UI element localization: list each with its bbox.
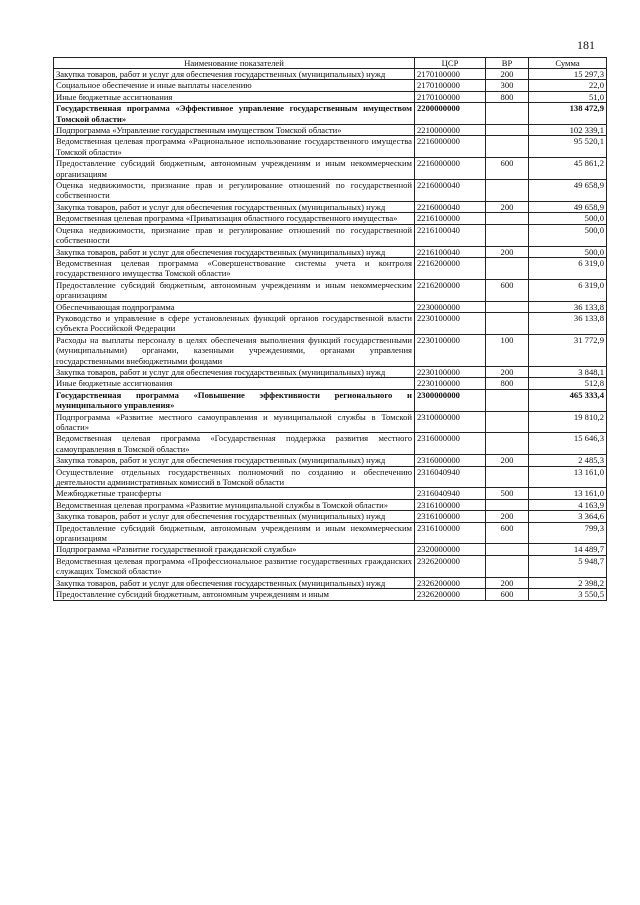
cell-sum: 49 658,9 xyxy=(529,180,607,202)
table-row xyxy=(54,488,607,499)
cell-sum: 102 339,1 xyxy=(529,125,607,136)
cell-name: Ведомственная целевая программа «Развитие муниципальной службы в Томской области» xyxy=(54,499,415,510)
table-row xyxy=(54,499,607,510)
cell-name: Закупка товаров, работ и услуг для обеспечения государственных (муниципальных) нужд xyxy=(54,577,415,588)
table-row xyxy=(54,522,607,544)
table-row xyxy=(54,125,607,136)
table-row xyxy=(54,511,607,522)
cell-sum: 45 861,2 xyxy=(529,158,607,180)
cell-vr: 200 xyxy=(486,577,529,588)
cell-sum: 51,0 xyxy=(529,91,607,102)
cell-csr: 2230000000 xyxy=(415,301,486,312)
table-row xyxy=(54,466,607,488)
table-row xyxy=(54,136,607,158)
cell-name: Предоставление субсидий бюджетным, автономным учреждениям и иным некоммерческим организациям xyxy=(54,158,415,180)
cell-name: Предоставление субсидий бюджетным, автономным учреждениям и иным xyxy=(54,589,415,600)
cell-sum: 14 489,7 xyxy=(529,544,607,555)
cell-sum: 2 398,2 xyxy=(529,577,607,588)
cell-vr: 200 xyxy=(486,511,529,522)
cell-csr: 2310000000 xyxy=(415,411,486,433)
cell-name: Подпрограмма «Развитие местного самоуправления и муниципальной службы в Томской области» xyxy=(54,411,415,433)
table-row xyxy=(54,158,607,180)
cell-name: Ведомственная целевая программа «Государственная поддержка развития местного самоуправления в Томской области» xyxy=(54,433,415,455)
cell-vr xyxy=(486,499,529,510)
table-row xyxy=(54,103,607,125)
cell-csr: 2326200000 xyxy=(415,577,486,588)
cell-vr: 600 xyxy=(486,279,529,301)
cell-sum: 19 810,2 xyxy=(529,411,607,433)
cell-sum: 500,0 xyxy=(529,213,607,224)
budget-table xyxy=(53,57,607,601)
cell-csr: 2216000000 xyxy=(415,158,486,180)
cell-vr: 300 xyxy=(486,80,529,91)
cell-vr xyxy=(486,257,529,279)
cell-name: Подпрограмма «Развитие государственной гражданской службы» xyxy=(54,544,415,555)
header-csr: ЦСР xyxy=(415,58,486,69)
cell-csr: 2316040940 xyxy=(415,488,486,499)
cell-vr: 500 xyxy=(486,488,529,499)
cell-name: Предоставление субсидий бюджетным, автономным учреждениям и иным некоммерческим организациям xyxy=(54,522,415,544)
table-row xyxy=(54,555,607,577)
cell-name: Оценка недвижимости, признание прав и регулирование отношений по государственной собственности xyxy=(54,224,415,246)
cell-vr: 200 xyxy=(486,69,529,80)
cell-sum: 13 161,0 xyxy=(529,466,607,488)
table-row xyxy=(54,69,607,80)
table-row xyxy=(54,279,607,301)
cell-name: Ведомственная целевая программа «Профессиональное развитие государственных гражданских служащих Томской области» xyxy=(54,555,415,577)
cell-csr: 2300000000 xyxy=(415,389,486,411)
table-row xyxy=(54,589,607,600)
cell-name: Закупка товаров, работ и услуг для обеспечения государственных (муниципальных) нужд xyxy=(54,511,415,522)
cell-vr xyxy=(486,544,529,555)
table-row xyxy=(54,80,607,91)
cell-name: Закупка товаров, работ и услуг для обеспечения государственных (муниципальных) нужд xyxy=(54,366,415,377)
cell-name: Закупка товаров, работ и услуг для обеспечения государственных (муниципальных) нужд xyxy=(54,201,415,212)
page-number: 181 xyxy=(577,38,595,52)
cell-csr: 2216000040 xyxy=(415,201,486,212)
table-row xyxy=(54,301,607,312)
cell-name: Социальное обеспечение и иные выплаты населению xyxy=(54,80,415,91)
table-row xyxy=(54,411,607,433)
cell-sum: 22,0 xyxy=(529,80,607,91)
cell-csr: 2210000000 xyxy=(415,125,486,136)
cell-name: Иные бюджетные ассигнования xyxy=(54,378,415,389)
cell-sum: 465 333,4 xyxy=(529,389,607,411)
cell-sum: 512,8 xyxy=(529,378,607,389)
cell-vr xyxy=(486,466,529,488)
cell-csr: 2326200000 xyxy=(415,589,486,600)
cell-vr xyxy=(486,555,529,577)
cell-vr: 200 xyxy=(486,455,529,466)
cell-sum: 36 133,8 xyxy=(529,301,607,312)
cell-sum: 3 848,1 xyxy=(529,366,607,377)
table-row xyxy=(54,366,607,377)
cell-name: Межбюджетные трансферты xyxy=(54,488,415,499)
cell-csr: 2316100000 xyxy=(415,499,486,510)
cell-vr xyxy=(486,103,529,125)
cell-vr xyxy=(486,411,529,433)
cell-csr: 2216100040 xyxy=(415,224,486,246)
cell-name: Ведомственная целевая программа «Рациональное использование государственного имущества Томской области» xyxy=(54,136,415,158)
cell-sum: 49 658,9 xyxy=(529,201,607,212)
cell-csr: 2170100000 xyxy=(415,91,486,102)
cell-vr xyxy=(486,312,529,334)
table-row xyxy=(54,389,607,411)
cell-vr xyxy=(486,389,529,411)
cell-vr: 600 xyxy=(486,522,529,544)
cell-name: Закупка товаров, работ и услуг для обеспечения государственных (муниципальных) нужд xyxy=(54,455,415,466)
cell-csr: 2216100000 xyxy=(415,213,486,224)
cell-csr: 2216000040 xyxy=(415,180,486,202)
cell-sum: 95 520,1 xyxy=(529,136,607,158)
cell-csr: 2200000000 xyxy=(415,103,486,125)
cell-csr: 2316100000 xyxy=(415,511,486,522)
cell-vr: 800 xyxy=(486,91,529,102)
cell-sum: 4 163,9 xyxy=(529,499,607,510)
cell-name: Закупка товаров, работ и услуг для обеспечения государственных (муниципальных) нужд xyxy=(54,246,415,257)
cell-csr: 2170100000 xyxy=(415,69,486,80)
cell-vr xyxy=(486,213,529,224)
table-row xyxy=(54,257,607,279)
cell-sum: 6 319,0 xyxy=(529,257,607,279)
cell-vr xyxy=(486,125,529,136)
cell-sum: 138 472,9 xyxy=(529,103,607,125)
cell-vr: 800 xyxy=(486,378,529,389)
cell-name: Руководство и управление в сфере установленных функций органов государственной власти субъекта Российской Федерации xyxy=(54,312,415,334)
header-sum: Сумма xyxy=(529,58,607,69)
cell-vr xyxy=(486,224,529,246)
table-body xyxy=(54,69,607,601)
cell-vr: 600 xyxy=(486,589,529,600)
table-row xyxy=(54,91,607,102)
cell-csr: 2216200000 xyxy=(415,279,486,301)
table-row xyxy=(54,213,607,224)
table-row xyxy=(54,455,607,466)
cell-name: Подпрограмма «Управление государственным имуществом Томской области» xyxy=(54,125,415,136)
cell-csr: 2316100000 xyxy=(415,522,486,544)
cell-vr: 600 xyxy=(486,158,529,180)
table-row xyxy=(54,544,607,555)
cell-csr: 2316040940 xyxy=(415,466,486,488)
cell-sum: 36 133,8 xyxy=(529,312,607,334)
table-header-row xyxy=(54,58,607,69)
table-row xyxy=(54,246,607,257)
cell-sum: 15 297,3 xyxy=(529,69,607,80)
cell-name: Оценка недвижимости, признание прав и регулирование отношений по государственной собственности xyxy=(54,180,415,202)
cell-vr: 100 xyxy=(486,334,529,366)
cell-csr: 2230100000 xyxy=(415,366,486,377)
cell-csr: 2230100000 xyxy=(415,312,486,334)
table-row xyxy=(54,378,607,389)
table-row xyxy=(54,201,607,212)
cell-vr: 200 xyxy=(486,366,529,377)
cell-csr: 2170100000 xyxy=(415,80,486,91)
cell-vr xyxy=(486,136,529,158)
cell-vr xyxy=(486,433,529,455)
cell-csr: 2216100040 xyxy=(415,246,486,257)
cell-csr: 2326200000 xyxy=(415,555,486,577)
table-row xyxy=(54,334,607,366)
cell-name: Предоставление субсидий бюджетным, автономным учреждениям и иным некоммерческим организациям xyxy=(54,279,415,301)
cell-sum: 5 948,7 xyxy=(529,555,607,577)
cell-vr xyxy=(486,180,529,202)
cell-sum: 3 364,6 xyxy=(529,511,607,522)
cell-sum: 13 161,0 xyxy=(529,488,607,499)
cell-vr: 200 xyxy=(486,246,529,257)
table-row xyxy=(54,577,607,588)
cell-name: Ведомственная целевая программа «Приватизация областного государственного имущества» xyxy=(54,213,415,224)
cell-sum: 500,0 xyxy=(529,246,607,257)
cell-name: Ведомственная целевая программа «Совершенствование системы учета и контроля государственного имущества Томской области» xyxy=(54,257,415,279)
cell-sum: 6 319,0 xyxy=(529,279,607,301)
table-row xyxy=(54,312,607,334)
cell-csr: 2216000000 xyxy=(415,136,486,158)
cell-csr: 2230100000 xyxy=(415,378,486,389)
cell-name: Закупка товаров, работ и услуг для обеспечения государственных (муниципальных) нужд xyxy=(54,69,415,80)
cell-sum: 500,0 xyxy=(529,224,607,246)
cell-csr: 2320000000 xyxy=(415,544,486,555)
cell-csr: 2230100000 xyxy=(415,334,486,366)
cell-name: Иные бюджетные ассигнования xyxy=(54,91,415,102)
cell-csr: 2216200000 xyxy=(415,257,486,279)
cell-name: Государственная программа «Повышение эффективности регионального и муниципального управления» xyxy=(54,389,415,411)
table-row xyxy=(54,224,607,246)
cell-sum: 3 550,5 xyxy=(529,589,607,600)
cell-name: Обеспечивающая подпрограмма xyxy=(54,301,415,312)
cell-sum: 799,3 xyxy=(529,522,607,544)
cell-sum: 15 646,3 xyxy=(529,433,607,455)
cell-csr: 2316000000 xyxy=(415,455,486,466)
cell-sum: 31 772,9 xyxy=(529,334,607,366)
header-vr: ВР xyxy=(486,58,529,69)
table-row xyxy=(54,180,607,202)
cell-sum: 2 485,3 xyxy=(529,455,607,466)
cell-name: Осуществление отдельных государственных полномочий по созданию и обеспечению деятельности административных комиссий в Томской области xyxy=(54,466,415,488)
cell-name: Расходы на выплаты персоналу в целях обеспечения выполнения функций государственными (муниципальными) органами, казенными учреждениями, органами управления государственными внебюджетными фондами xyxy=(54,334,415,366)
cell-vr: 200 xyxy=(486,201,529,212)
cell-csr: 2316000000 xyxy=(415,433,486,455)
header-name: Наименование показателей xyxy=(54,58,415,69)
cell-name: Государственная программа «Эффективное управление государственным имуществом Томской области» xyxy=(54,103,415,125)
table-row xyxy=(54,433,607,455)
cell-vr xyxy=(486,301,529,312)
